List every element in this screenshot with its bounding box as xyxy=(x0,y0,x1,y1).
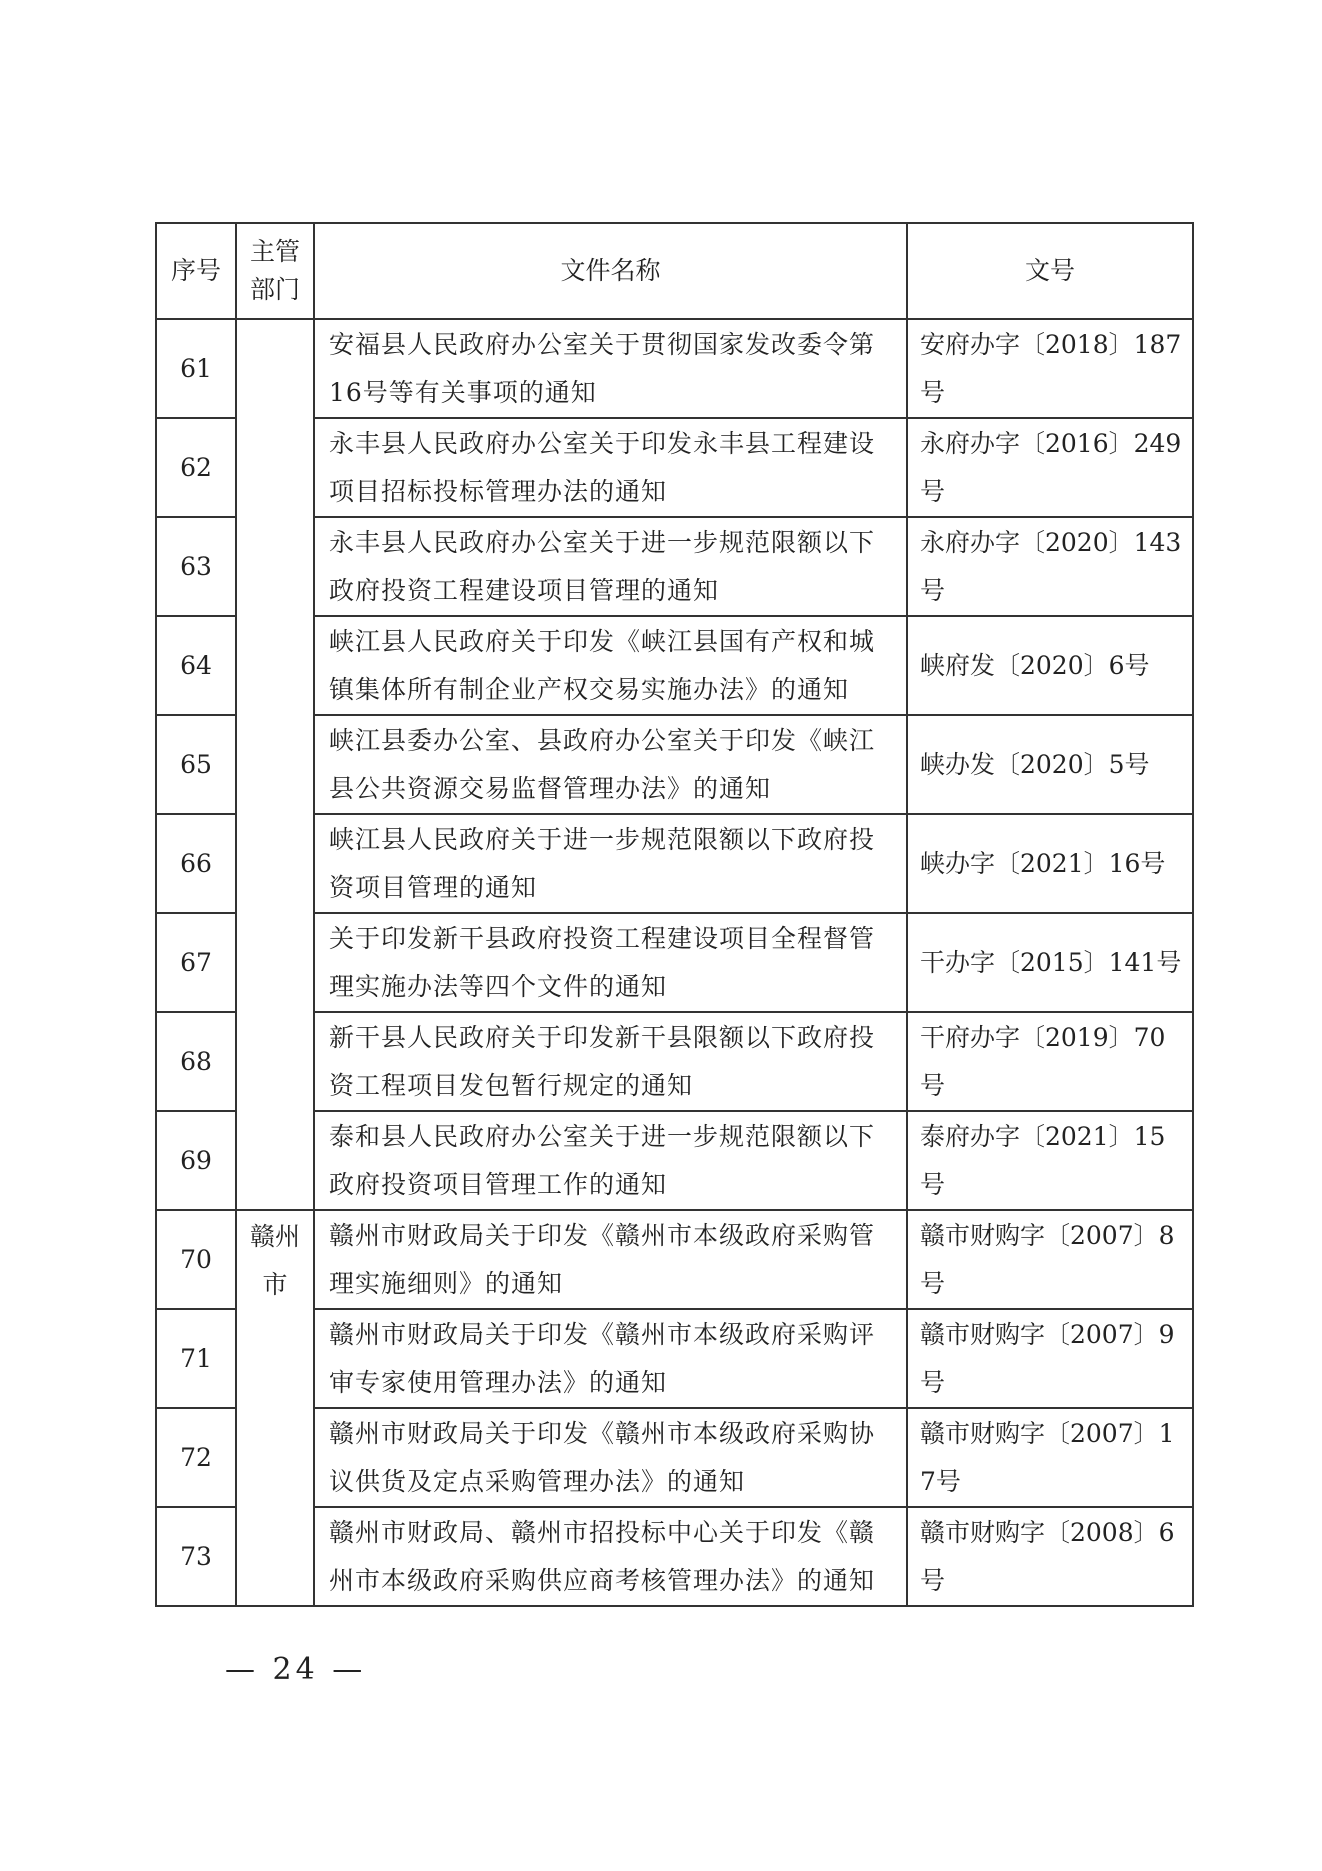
row-num: 61 xyxy=(156,319,236,418)
row-docno: 安府办字〔2018〕187号 xyxy=(907,319,1193,418)
row-docno: 赣市财购字〔2007〕8号 xyxy=(907,1210,1193,1309)
table-row xyxy=(156,319,1193,418)
dept-cell: 赣州市 xyxy=(236,1210,314,1606)
row-title: 永丰县人民政府办公室关于印发永丰县工程建设项目招标投标管理办法的通知 xyxy=(314,418,907,517)
row-docno: 峡办发〔2020〕5号 xyxy=(907,715,1193,814)
page-number: — 24 — xyxy=(225,1652,367,1687)
row-docno: 赣市财购字〔2008〕6号 xyxy=(907,1507,1193,1606)
row-num: 63 xyxy=(156,517,236,616)
row-title: 关于印发新干县政府投资工程建设项目全程督管理实施办法等四个文件的通知 xyxy=(314,913,907,1012)
header-docno: 文号 xyxy=(907,223,1193,319)
header-title: 文件名称 xyxy=(314,223,907,319)
row-title: 新干县人民政府关于印发新干县限额以下政府投资工程项目发包暂行规定的通知 xyxy=(314,1012,907,1111)
row-title: 赣州市财政局关于印发《赣州市本级政府采购管理实施细则》的通知 xyxy=(314,1210,907,1309)
row-title: 峡江县委办公室、县政府办公室关于印发《峡江县公共资源交易监督管理办法》的通知 xyxy=(314,715,907,814)
row-docno: 峡府发〔2020〕6号 xyxy=(907,616,1193,715)
row-docno: 永府办字〔2016〕249号 xyxy=(907,418,1193,517)
row-title: 赣州市财政局关于印发《赣州市本级政府采购评审专家使用管理办法》的通知 xyxy=(314,1309,907,1408)
row-num: 70 xyxy=(156,1210,236,1309)
row-title: 安福县人民政府办公室关于贯彻国家发改委令第16号等有关事项的通知 xyxy=(314,319,907,418)
row-docno: 泰府办字〔2021〕15号 xyxy=(907,1111,1193,1210)
row-num: 69 xyxy=(156,1111,236,1210)
row-docno: 永府办字〔2020〕143号 xyxy=(907,517,1193,616)
header-dept: 主管部门 xyxy=(236,223,314,319)
row-docno: 干府办字〔2019〕70号 xyxy=(907,1012,1193,1111)
header-num: 序号 xyxy=(156,223,236,319)
row-docno: 赣市财购字〔2007〕9号 xyxy=(907,1309,1193,1408)
row-docno: 赣市财购字〔2007〕17号 xyxy=(907,1408,1193,1507)
row-title: 赣州市财政局关于印发《赣州市本级政府采购协议供货及定点采购管理办法》的通知 xyxy=(314,1408,907,1507)
row-num: 62 xyxy=(156,418,236,517)
row-docno: 干办字〔2015〕141号 xyxy=(907,913,1193,1012)
row-num: 66 xyxy=(156,814,236,913)
row-num: 67 xyxy=(156,913,236,1012)
row-title: 峡江县人民政府关于印发《峡江县国有产权和城镇集体所有制企业产权交易实施办法》的通知 xyxy=(314,616,907,715)
document-table xyxy=(155,222,1194,1607)
row-title: 赣州市财政局、赣州市招投标中心关于印发《赣州市本级政府采购供应商考核管理办法》的通知 xyxy=(314,1507,907,1606)
row-num: 72 xyxy=(156,1408,236,1507)
row-docno: 峡办字〔2021〕16号 xyxy=(907,814,1193,913)
row-num: 65 xyxy=(156,715,236,814)
row-num: 64 xyxy=(156,616,236,715)
row-num: 71 xyxy=(156,1309,236,1408)
row-num: 68 xyxy=(156,1012,236,1111)
table-row xyxy=(156,1210,1193,1309)
row-num: 73 xyxy=(156,1507,236,1606)
row-title: 永丰县人民政府办公室关于进一步规范限额以下政府投资工程建设项目管理的通知 xyxy=(314,517,907,616)
row-title: 峡江县人民政府关于进一步规范限额以下政府投资项目管理的通知 xyxy=(314,814,907,913)
table-header-row xyxy=(156,223,1193,319)
dept-cell xyxy=(236,319,314,1210)
row-title: 泰和县人民政府办公室关于进一步规范限额以下政府投资项目管理工作的通知 xyxy=(314,1111,907,1210)
